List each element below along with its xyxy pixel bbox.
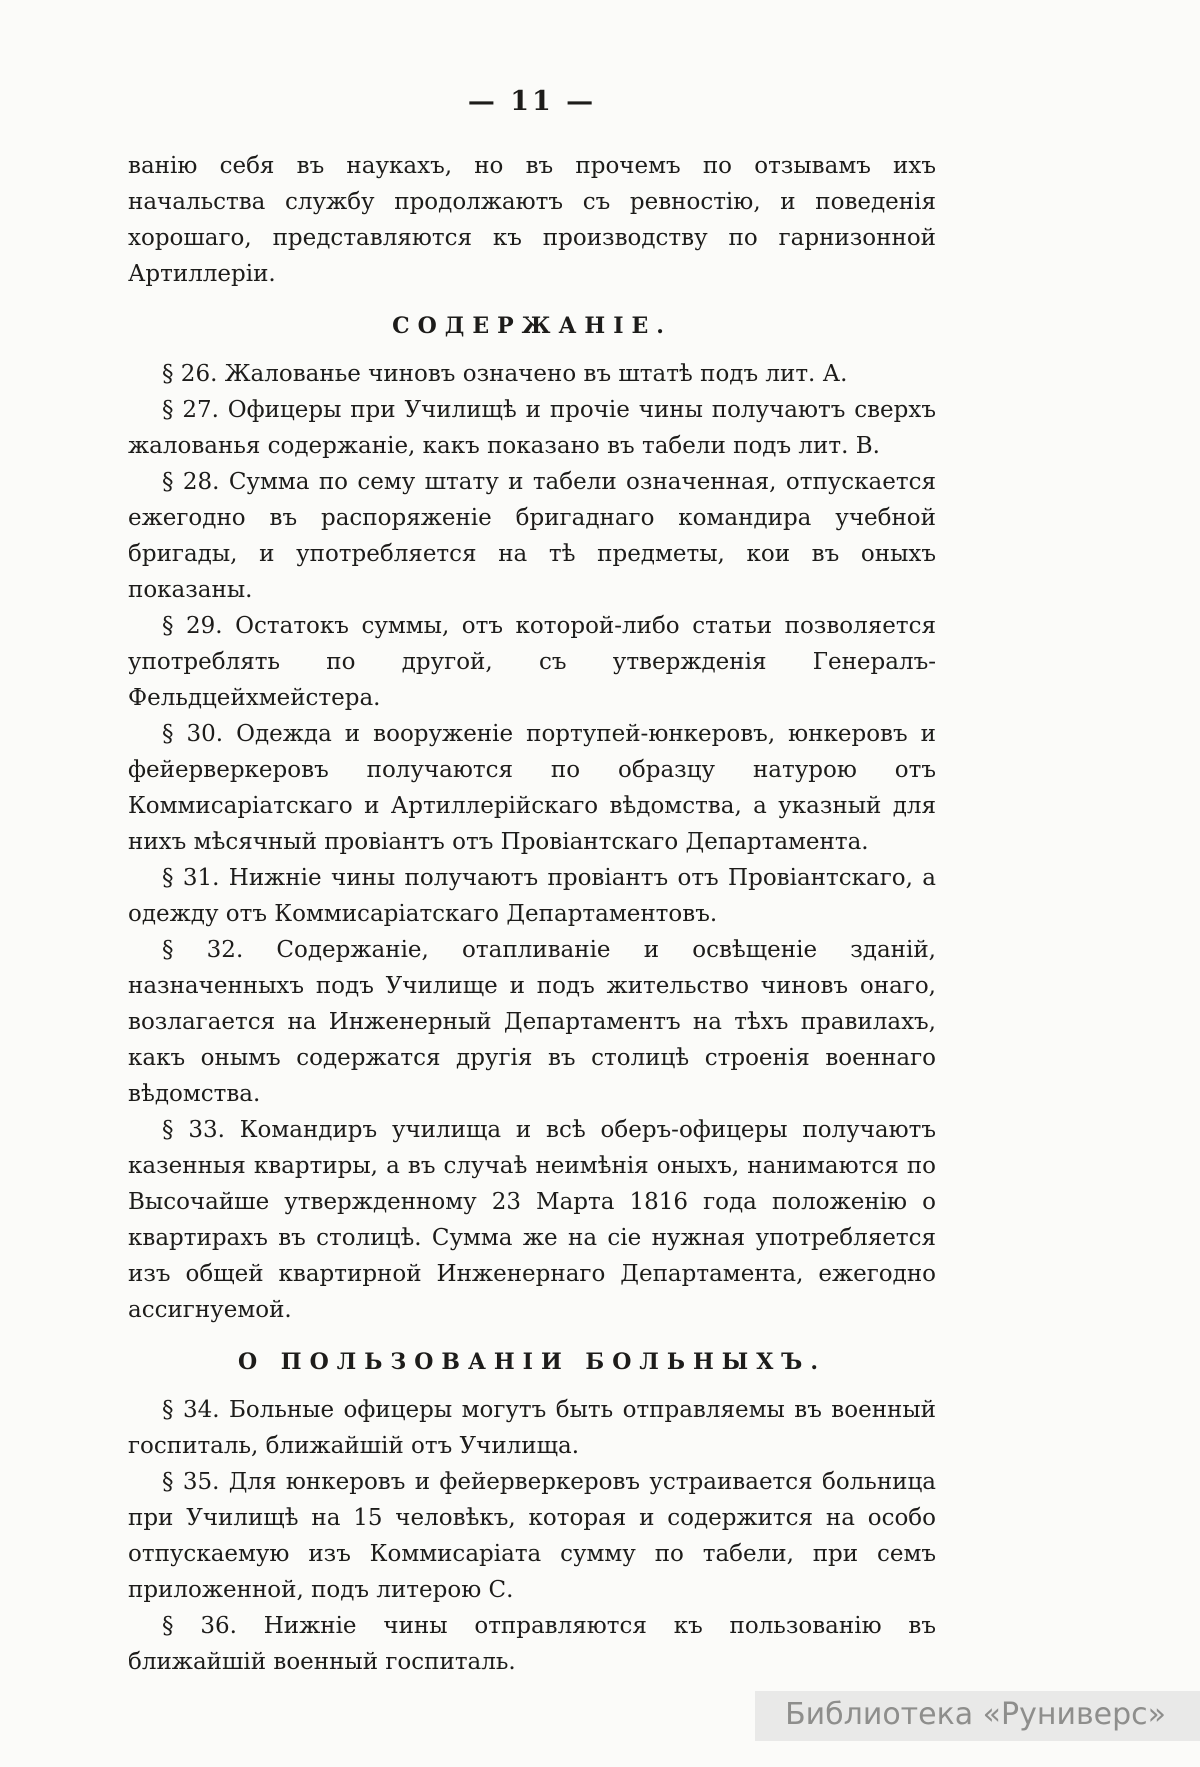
library-watermark: Библиотека «Руниверс»	[755, 1691, 1200, 1741]
paragraph-27: § 27. Офицеры при Училищѣ и прочіе чины получаютъ сверхъ жалованья содержаніе, какъ показано въ табели подъ лит. В.	[128, 397, 936, 459]
paragraph-26: § 26. Жалованье чиновъ означено въ штатѣ подъ лит. А.	[162, 361, 848, 387]
section-heading-soderzhanie: СОДЕРЖАНІЕ.	[392, 313, 672, 339]
paragraph-28: § 28. Сумма по сему штату и табели означенная, отпускается ежегодно въ распоряженіе бригаднаго командира учебной бригады, и употребляется на тѣ предметы, кои въ оныхъ показаны.	[128, 469, 936, 603]
page-number: — 11 —	[467, 86, 597, 117]
paragraph-29: § 29. Остатокъ суммы, отъ которой-либо статьи позволяется употреблять по другой, съ утвержденія Генералъ-Фельдцейхмейстера.	[128, 613, 936, 711]
body-text	[128, 148, 936, 1680]
paragraph-30: § 30. Одежда и вооруженіе портупей-юнкеровъ, юнкеровъ и фейерверкеровъ получаются по образцу натурою отъ Коммисаріатскаго и Артиллерійскаго вѣдомства, а указный для нихъ мѣсячный провіантъ отъ Провіантскаго Департамента.	[128, 721, 936, 855]
paragraph-35: § 35. Для юнкеровъ и фейерверкеровъ устраивается больница при Училищѣ на 15 человѣкъ, которая и содержится на особо отпускаемую изъ Коммисаріата сумму по табели, при семъ приложенной, подъ литерою С.	[128, 1469, 936, 1603]
paragraph-33: § 33. Командиръ училища и всѣ оберъ-офицеры получаютъ казенныя квартиры, а въ случаѣ неимѣнія оныхъ, нанимаются по Высочайше утвержденному 23 Марта 1816 года положенію о квартирахъ въ столицѣ. Сумма же на сіе нужная употребляется изъ общей квартирной Инженернаго Департамента, ежегодно ассигнуемой.	[128, 1117, 936, 1323]
paragraph-36: § 36. Нижніе чины отправляются къ пользованію въ ближайшій военный госпиталь.	[128, 1613, 936, 1675]
paragraph-32: § 32. Содержаніе, отапливаніе и освѣщеніе зданій, назначенныхъ подъ Училище и подъ жительство чиновъ онаго, возлагается на Инженерный Департаментъ на тѣхъ правилахъ, какъ онымъ содержатся другія въ столицѣ строенія военнаго вѣдомства.	[128, 937, 936, 1107]
paragraph-34: § 34. Больные офицеры могутъ быть отправляемы въ военный госпиталь, ближайшій отъ Училища.	[128, 1397, 936, 1459]
paragraph-31: § 31. Нижніе чины получаютъ провіантъ отъ Провіантскаго, а одежду отъ Коммисаріатскаго Департаментовъ.	[128, 865, 936, 927]
paragraph-continuation: ванію себя въ наукахъ, но въ прочемъ по отзывамъ ихъ начальства службу продолжаютъ съ ревностію, и поведенія хорошаго, представляются къ производству по гарнизонной Артиллеріи.	[128, 153, 936, 287]
section-heading-polzovanie-bolnykh: О ПОЛЬЗОВАНІИ БОЛЬНЫХЪ.	[237, 1349, 826, 1375]
